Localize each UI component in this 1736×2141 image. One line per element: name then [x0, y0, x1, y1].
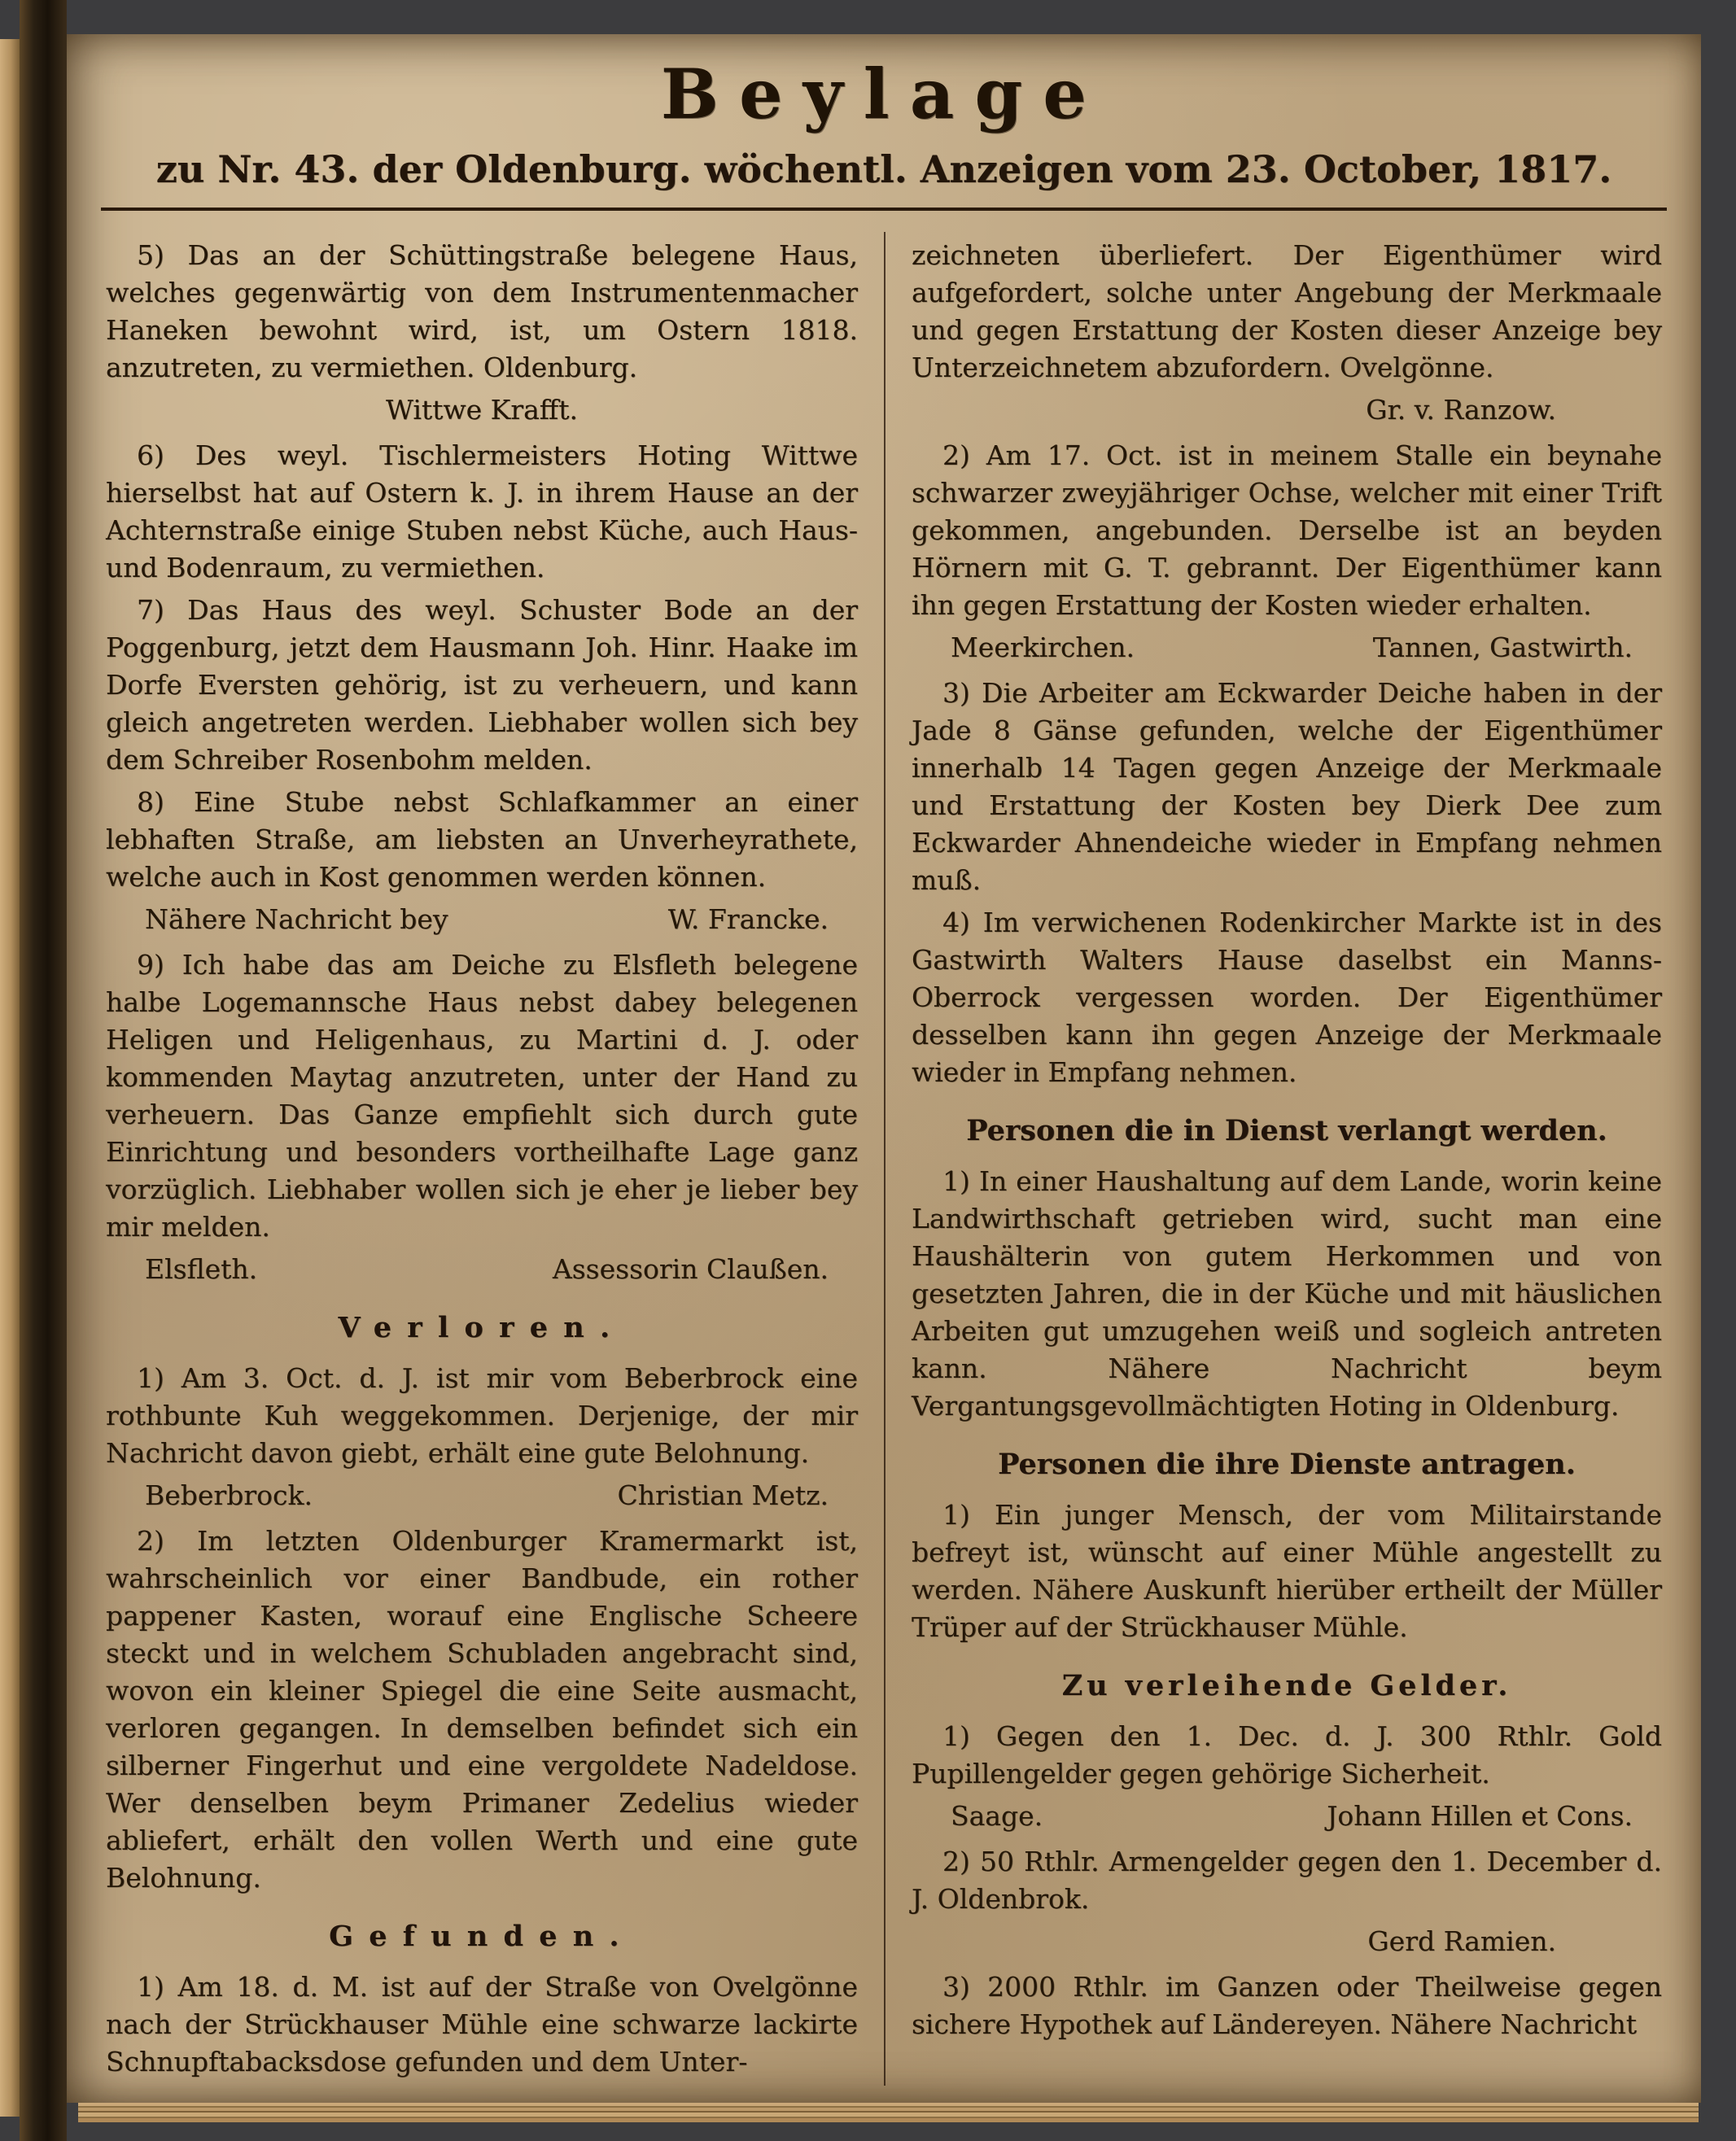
signature-right: Christian Metz.	[617, 1479, 829, 1511]
found-item-4: 4) Im verwichenen Rodenkircher Markte ist in des Gastwirth Walters Hause daselbst ein Manns-Oberrock vergessen worden. Der Eigenthümer desselben kann ihn gegen Anzeige der Merkmaale wieder in Empfang nehmen.	[912, 907, 1662, 1088]
lost-item-1: 1) Am 3. Oct. d. J. ist mir vom Beberbrock eine rothbunte Kuh weggekommen. Derjenige, der mir Nachricht davon giebt, erhält eine gute Belohnung.	[106, 1362, 858, 1469]
found-item-1-continued: zeichneten überliefert. Der Eigenthümer wird aufgefordert, solche unter Angebung der Merkmaale und gegen Erstattung der Kosten dieser Anzeige bey Unterzeichnetem abzufordern. Ovelgönne.	[912, 239, 1662, 383]
signature-right: Tannen, Gastwirth.	[1372, 631, 1633, 663]
service-offered-item-1: 1) Ein junger Mensch, der vom Militairstande befreyt ist, wünscht auf einer Mühle angestellt zu werden. Nähere Auskunft hierüber ertheilt der Müller Trüper auf der Strückhauser Mühle.	[912, 1499, 1662, 1643]
signature-wittwe-krafft: Wittwe Krafft.	[386, 394, 578, 426]
newspaper-page	[67, 34, 1701, 2103]
signature-line-claussen	[106, 1251, 858, 1288]
section-heading-dienst-verlangt: Personen die in Dienst verlangt werden.	[966, 1114, 1607, 1147]
signature-left: Meerkirchen.	[951, 631, 1135, 663]
found-item-3: 3) Die Arbeiter am Eckwarder Deiche haben in der Jade 8 Gänse gefunden, welche der Eigenthümer innerhalb 14 Tagen gegen Anzeige der Merkmaale und Erstattung der Kosten bey Dierk Dee zum Eckwarder Ahnendeiche wieder in Empfang nehmen muß.	[912, 677, 1662, 896]
ad-item-9: 9) Ich habe das am Deiche zu Elsfleth belegene halbe Logemannsche Haus nebst dabey belegenen Heligen und Heligenhaus, zu Martini d. J. oder kommenden Maytag anzutreten, unter der Hand zu verheuern. Das Ganze empfiehlt sich durch gute Einrichtung und besonders vortheilhafte Lage ganz vorzüglich. Liebhaber wollen sich je eher je lieber bey mir melden.	[106, 949, 858, 1243]
masthead	[67, 34, 1701, 211]
signature-line-tannen	[912, 629, 1662, 666]
page-title: Beylage	[660, 54, 1108, 134]
ad-item-7: 7) Das Haus des weyl. Schuster Bode an der Poggenburg, jetzt dem Hausmann Joh. Hinr. Haake im Dorfe Eversten gehörig, ist zu verheuern, und kann gleich angetreten werden. Liebhaber wollen sich bey dem Schreiber Rosenbohm melden.	[106, 594, 858, 776]
text-columns	[67, 211, 1701, 2086]
page-subtitle: zu Nr. 43. der Oldenburg. wöchentl. Anzeigen vom 23. October, 1817.	[155, 147, 1612, 191]
stacked-pages-edge	[78, 2103, 1699, 2122]
signature-left: Saage.	[951, 1800, 1043, 1832]
found-item-2: 2) Am 17. Oct. ist in meinem Stalle ein beynahe schwarzer zweyjähriger Ochse, welcher mit einer Trift gekommen, angebunden. Derselbe ist an beyden Hörnern mit G. T. gebrannt. Der Eigenthümer kann ihn gegen Erstattung der Kosten wieder erhalten.	[912, 439, 1662, 621]
ad-item-5: 5) Das an der Schüttingstraße belegene Haus, welches gegenwärtig von dem Instrumentenmacher Haneken bewohnt wird, ist, um Ostern 1818. anzutreten, zu vermiethen. Oldenburg.	[106, 239, 858, 383]
right-column	[884, 232, 1662, 2086]
ad-item-8: 8) Eine Stube nebst Schlafkammer an einer lebhaften Straße, am liebsten an Unverheyrathete, welche auch in Kost genommen werden können.	[106, 786, 858, 893]
section-heading-gelder: Zu verleihende Gelder.	[1061, 1669, 1512, 1702]
signature-line-hillen	[912, 1798, 1662, 1835]
money-item-3: 3) 2000 Rthlr. im Ganzen oder Theilweise gegen sichere Hypothek auf Ländereyen. Nähere Nachricht	[912, 1971, 1662, 2040]
section-heading-verloren: Verloren.	[338, 1311, 626, 1344]
left-column	[106, 232, 884, 2086]
lost-item-2: 2) Im letzten Oldenburger Kramermarkt ist, wahrscheinlich vor einer Bandbude, ein rother pappener Kasten, worauf eine Englische Scheere steckt und in welchem Schubladen angebracht sind, wovon ein kleiner Spiegel die eine Seite ausmacht, verloren gegangen. In demselben befindet sich ein silberner Fingerhut und eine vergoldete Nadeldose. Wer denselben beym Primaner Zedelius wieder abliefert, erhält den vollen Werth und eine gute Belohnung.	[106, 1525, 858, 1894]
money-item-1: 1) Gegen den 1. Dec. d. J. 300 Rthlr. Gold Pupillengelder gegen gehörige Sicherheit.	[912, 1720, 1662, 1789]
signature-left: Elsfleth.	[145, 1253, 258, 1285]
signature-right: Assessorin Claußen.	[552, 1253, 829, 1285]
signature-left: Beberbrock.	[145, 1479, 313, 1511]
signature-ranzow: Gr. v. Ranzow.	[1366, 394, 1556, 426]
signature-right: Johann Hillen et Cons.	[1327, 1800, 1633, 1832]
facing-page-edge	[0, 39, 20, 2117]
signature-line-metz	[106, 1477, 858, 1514]
found-item-1-start: 1) Am 18. d. M. ist auf der Straße von Ovelgönne nach der Strückhauser Mühle eine schwarze lackirte Schnupftabacksdose gefunden und dem Unter-	[106, 1971, 858, 2078]
section-heading-gefunden: Gefunden.	[329, 1920, 635, 1953]
ad-item-6: 6) Des weyl. Tischlermeisters Hoting Wittwe hierselbst hat auf Ostern k. J. in ihrem Hause an der Achternstraße einige Stuben nebst Küche, auch Haus- und Bodenraum, zu vermiethen.	[106, 439, 858, 583]
signature-line-francke	[106, 901, 858, 938]
section-heading-dienste-antragen: Personen die ihre Dienste antragen.	[998, 1448, 1576, 1481]
signature-ramien: Gerd Ramien.	[1367, 1925, 1556, 1957]
book-binding-gutter	[20, 0, 67, 2141]
money-item-2: 2) 50 Rthlr. Armengelder gegen den 1. December d. J. Oldenbrok.	[912, 1846, 1662, 1915]
service-wanted-item-1: 1) In einer Haushaltung auf dem Lande, worin keine Landwirthschaft getrieben wird, sucht man eine Haushälterin von gutem Herkommen und von gesetzten Jahren, die in der Küche und mit häuslichen Arbeiten gut umzugehen weiß und sogleich antreten kann. Nähere Nachricht beym Vergantungsgevollmächtigten Hoting in Oldenburg.	[912, 1165, 1662, 1422]
signature-right: W. Francke.	[667, 903, 829, 935]
signature-left: Nähere Nachricht bey	[145, 903, 448, 935]
